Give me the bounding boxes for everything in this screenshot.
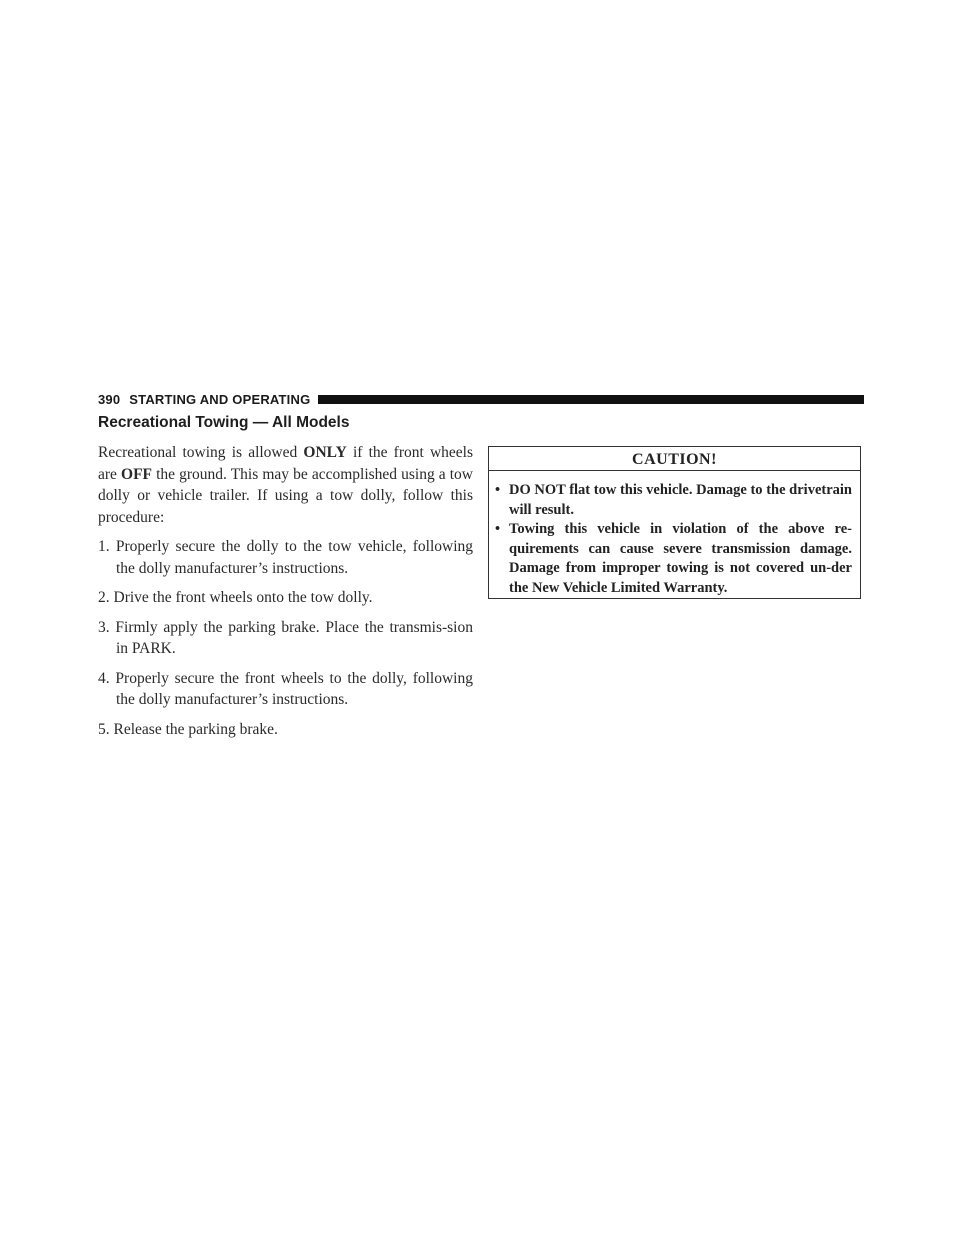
- caution-item-text: DO NOT flat tow this vehicle. Damage to the drivetrain will result.: [509, 482, 852, 518]
- caution-item: [495, 520, 852, 598]
- page-number: 390: [98, 391, 121, 407]
- caution-item: [495, 481, 852, 520]
- step-item: 4. Properly secure the front wheels to the dolly, following the dolly manufacturer’s instructions.: [98, 669, 473, 708]
- step-item: 2. Drive the front wheels onto the tow dolly.: [98, 589, 373, 606]
- running-section-title: STARTING AND OPERATING: [129, 391, 311, 407]
- intro-text-pre: Recreational towing is allowed: [98, 444, 304, 461]
- intro-text-post: the ground. This may be accomplished using a tow dolly or vehicle trailer. If using a tow dolly, follow this procedure:: [98, 465, 473, 526]
- bullet-icon: •: [495, 521, 501, 537]
- step-item: 5. Release the parking brake.: [98, 720, 278, 738]
- caution-box: [488, 446, 861, 599]
- caution-title: CAUTION!: [489, 447, 860, 471]
- intro-only-emphasis: ONLY: [303, 444, 347, 461]
- intro-off-emphasis: OFF: [121, 465, 153, 483]
- intro-paragraph: [98, 442, 473, 528]
- caution-item-text: Towing this vehicle in violation of the above re-quirements can cause severe transmission damage. Damage from improper towing is not covered un-der the New Vehicle Limited Warranty.: [509, 521, 852, 596]
- caution-list: [489, 471, 860, 598]
- bullet-icon: •: [495, 482, 501, 498]
- main-column: [98, 414, 473, 748]
- step-item: 1. Properly secure the dolly to the tow vehicle, following the dolly manufacturer’s instructions.: [98, 538, 473, 577]
- header-rule: [318, 395, 864, 404]
- step-item: 3. Firmly apply the parking brake. Place the transmis-sion in PARK.: [98, 618, 473, 657]
- intro-text-mid: if the front wheels are: [98, 444, 473, 483]
- procedure-steps: [98, 536, 473, 740]
- section-heading: Recreational Towing — All Models: [98, 414, 350, 431]
- page-header: [98, 392, 864, 406]
